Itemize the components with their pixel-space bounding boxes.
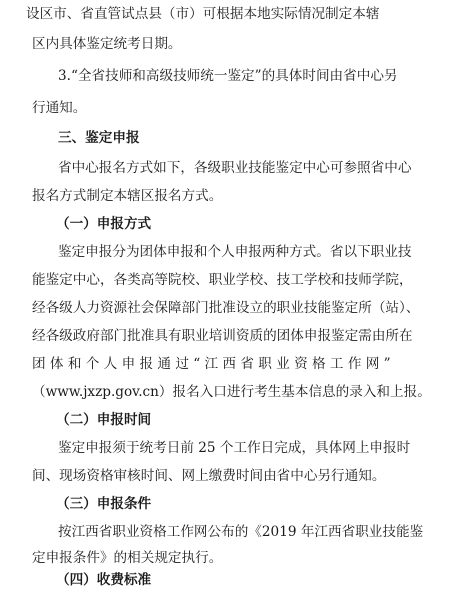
line-text: 3.“全省技师和高级技师统一鉴定”的具体时间由省中心另 xyxy=(58,68,398,84)
line-text: 按江西省职业资格工作网公布的《2019 年江西省职业技能鉴 xyxy=(58,524,424,540)
line-text: 鉴定申报分为团体申报和个人申报两种方式。省以下职业技 xyxy=(58,244,412,260)
subsection-heading xyxy=(0,212,449,236)
heading-text: 三、鉴定申报 xyxy=(58,130,140,146)
heading-text: （三）申报条件 xyxy=(56,496,152,512)
paragraph-line xyxy=(0,156,449,180)
line-text: 鉴定申报须于统考日前 25 个工作日完成，具体网上申报时 xyxy=(58,440,411,456)
paragraph-line xyxy=(0,546,449,570)
line-text: 能鉴定中心，各类高等院校、职业学校、技工学校和技师学院， xyxy=(32,272,413,288)
paragraph-line xyxy=(0,64,449,88)
line-text: （www.jxzp.gov.cn）报名入口进行考生基本信息的录入和上报。 xyxy=(32,384,431,400)
subsection-heading xyxy=(0,408,449,432)
paragraph-line xyxy=(0,520,449,544)
section-heading xyxy=(0,126,449,150)
line-text: 经各级政府部门批准具有职业培训资质的团体申报鉴定需由所在 xyxy=(32,328,413,344)
paragraph-line xyxy=(0,380,449,404)
paragraph-line xyxy=(0,324,449,348)
heading-text: （一）申报方式 xyxy=(56,216,152,232)
paragraph-line xyxy=(0,464,449,488)
line-text: 经各级人力资源社会保障部门批准设立的职业技能鉴定所（站）、 xyxy=(32,300,420,316)
paragraph-line xyxy=(0,268,449,292)
subsection-heading xyxy=(0,492,449,516)
paragraph-line xyxy=(0,352,449,376)
heading-text: （二）申报时间 xyxy=(56,412,152,428)
line-text: 设区市、省直管试点县（市）可根据本地实际情况制定本辖 xyxy=(26,6,380,22)
line-text: 省中心报名方式如下，各级职业技能鉴定中心可参照省中心 xyxy=(58,160,412,176)
paragraph-line xyxy=(0,240,449,264)
paragraph-line xyxy=(0,436,449,460)
paragraph-line xyxy=(0,2,449,26)
line-text: 定申报条件》的相关规定执行。 xyxy=(32,550,223,566)
line-text: 行通知。 xyxy=(32,100,87,116)
line-text: 报名方式制定本辖区报名方式。 xyxy=(32,188,223,204)
heading-text: （四）收费标准 xyxy=(56,572,152,588)
paragraph-line xyxy=(0,296,449,320)
line-text: 区内具体鉴定统考日期。 xyxy=(32,36,182,52)
line-text: 间、现场资格审核时间、网上缴费时间由省中心另行通知。 xyxy=(32,468,386,484)
paragraph-line xyxy=(0,96,449,120)
line-text: 团 体 和 个 人 申 报 通 过 “ 江 西 省 职 业 资 格 工 作 网 ” xyxy=(32,356,391,372)
paragraph-line xyxy=(0,32,449,56)
paragraph-line xyxy=(0,184,449,208)
